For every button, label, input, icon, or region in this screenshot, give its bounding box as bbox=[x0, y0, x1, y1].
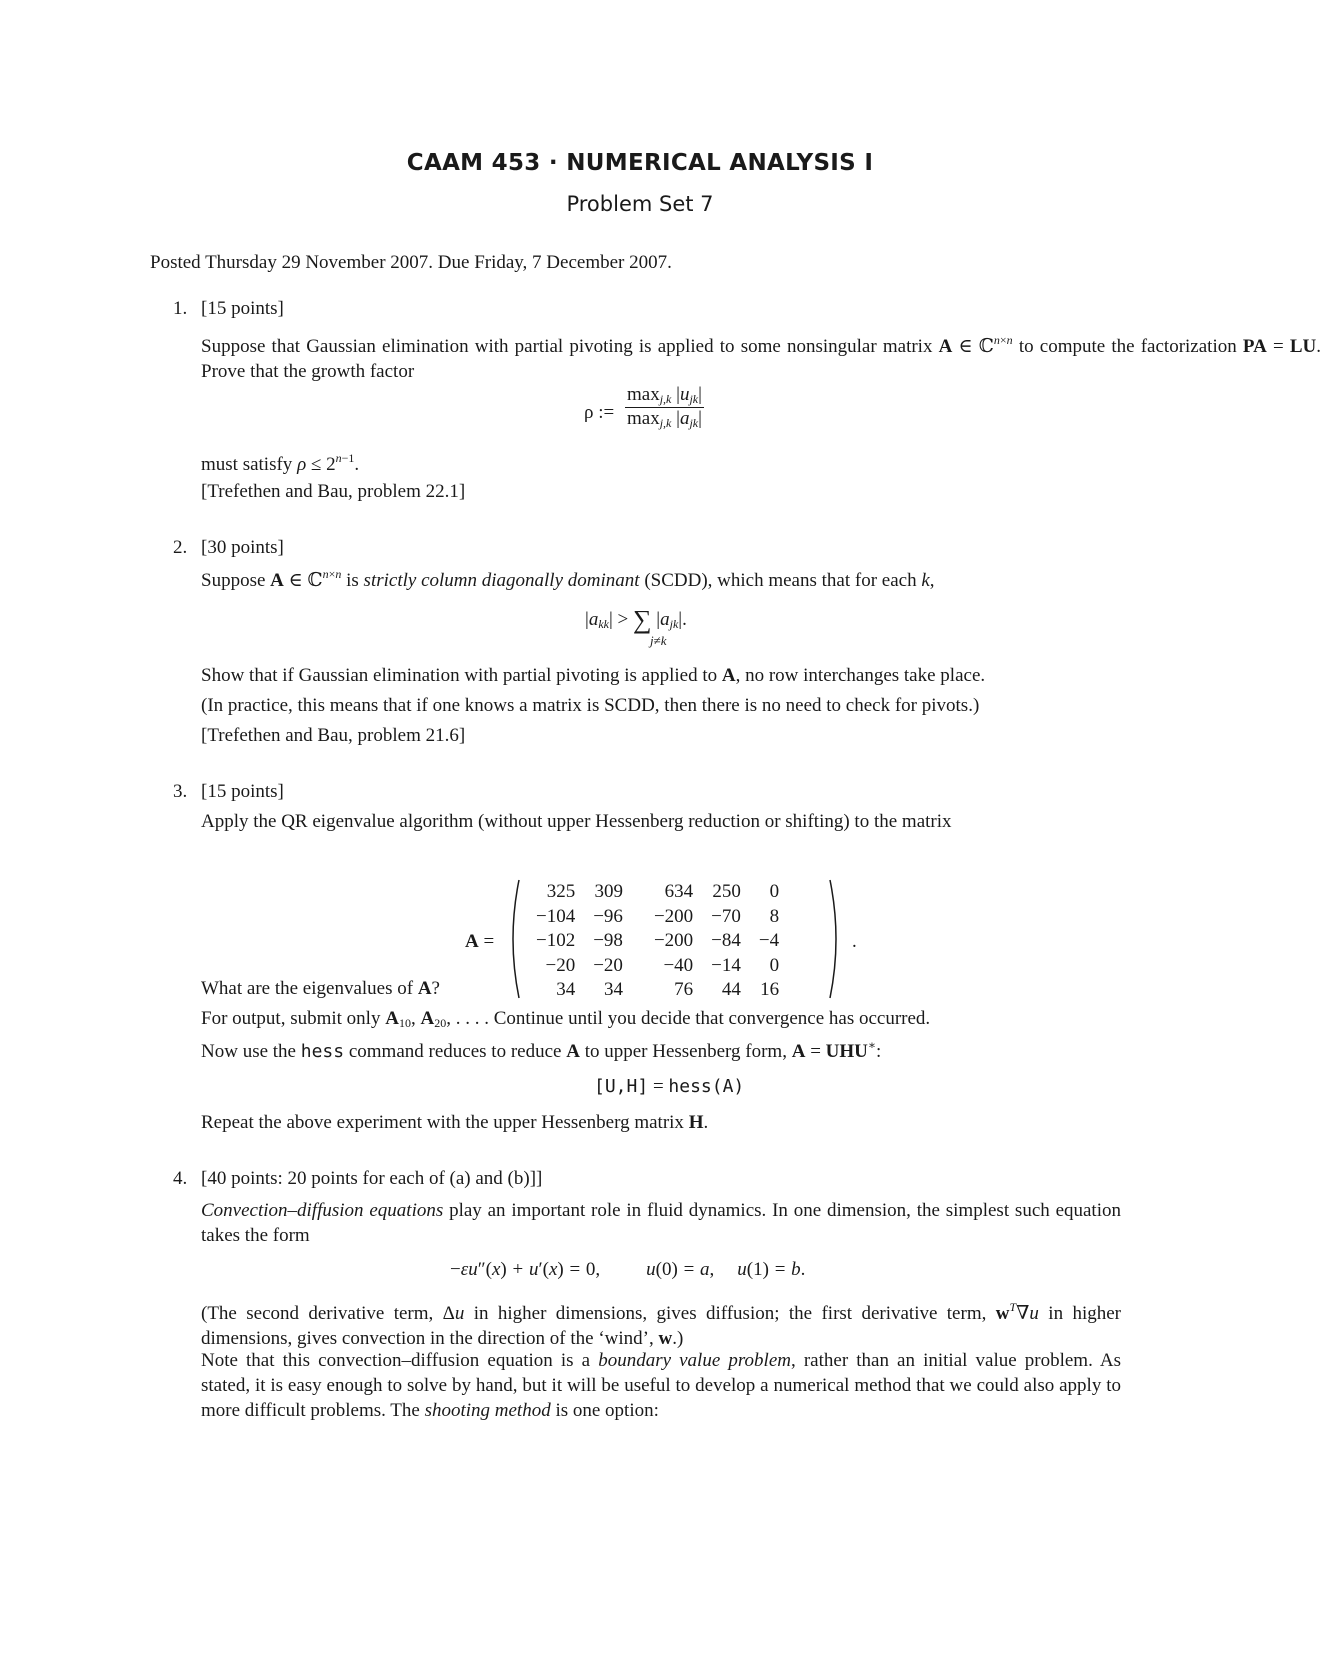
problem-2-points: [30 points] bbox=[201, 537, 284, 558]
page-title: CAAM 453 · NUMERICAL ANALYSIS I bbox=[406, 150, 874, 176]
matrix-row bbox=[527, 929, 788, 954]
problem-3-question: What are the eigenvalues of A? bbox=[201, 978, 440, 999]
matrix-cell: 34 bbox=[603, 979, 623, 1000]
matrix-cell: −20 bbox=[545, 954, 576, 976]
growth-factor-lhs: ρ := bbox=[584, 402, 615, 423]
problem-1-points: [15 points] bbox=[201, 298, 284, 319]
matrix-cell: 16 bbox=[760, 979, 780, 1000]
problem-1-statement: Suppose that Gaussian elimination with partial pivoting is applied to some nonsingular matrix A ∈ ℂ$^{n\times n}$ to compute the factorization PA = LU. Prove that the growth factor bbox=[201, 333, 1321, 382]
problem-1-condition: must satisfy $\rho \le 2^{n-1}$. bbox=[201, 451, 360, 475]
problem-2-para2: (In practice, this means that if one knows a matrix is SCDD, then there is no need to check for pivots.) bbox=[201, 695, 980, 716]
problem-2-number: 2. bbox=[173, 537, 188, 558]
matrix-cell: −98 bbox=[593, 930, 623, 951]
problem-1-number: 1. bbox=[173, 298, 188, 319]
problem-4-para2: (The second derivative term, Δu in higher dimensions, gives diffusion; the first derivative term, $w^T\nabla u$ in higher dimensions, gives convection in the direction of the ‘wind’, w.) bbox=[201, 1300, 1121, 1349]
matrix-cell: −14 bbox=[711, 954, 741, 976]
matrix-cell: 34 bbox=[556, 979, 576, 1000]
problem-2-statement: Suppose A ∈ ℂ$^{n\times n}$ is strictly column diagonally dominant (SCDD), which means that for each k, bbox=[201, 567, 935, 591]
matrix-cell: −200 bbox=[653, 930, 694, 951]
matrix-cell: −70 bbox=[711, 905, 741, 927]
matrix-cell: 250 bbox=[712, 881, 741, 902]
matrix-row bbox=[527, 880, 788, 905]
problem-3-statement: Apply the QR eigenvalue algorithm (without upper Hessenberg reduction or shifting) to the matrix bbox=[201, 811, 952, 832]
problem-4-para3: Note that this convection–diffusion equation is a boundary value problem, rather than an initial value problem. As stated, it is easy enough to solve by hand, but it will be useful to develop a numerical method that we could also apply to more difficult problems. The shooting method is one option: bbox=[201, 1350, 1121, 1421]
problem-3-hess: Now use the hess command reduces to reduce A to upper Hessenberg form, A = UHU∗: bbox=[201, 1038, 882, 1062]
matrix-cell: 44 bbox=[721, 979, 741, 1000]
matrix-cell: −4 bbox=[758, 930, 780, 951]
matrix-cell: 325 bbox=[546, 881, 576, 902]
matrix-period: . bbox=[852, 931, 857, 952]
problem-2-reference: [Trefethen and Bau, problem 21.6] bbox=[201, 725, 466, 746]
matrix-cell: −40 bbox=[663, 954, 694, 976]
matrix-cell: 8 bbox=[769, 905, 780, 927]
scdd-inequality: $|a_{kk}|$ > ∑ $|a_{jk}|$. bbox=[585, 605, 687, 634]
matrix-cell: −20 bbox=[593, 954, 623, 976]
hess-code: [U,H] = hess(A) bbox=[594, 1076, 745, 1097]
matrix-cell: −96 bbox=[593, 905, 623, 927]
matrix-table bbox=[527, 880, 788, 1003]
matrix-cell: 76 bbox=[674, 979, 694, 1000]
left-paren-icon bbox=[505, 878, 523, 1000]
growth-factor-fraction: $\max_{j,k} |u_{jk}|$ $\max_{j,k} |a_{jk}|$ bbox=[627, 384, 702, 430]
matrix-row bbox=[527, 905, 788, 930]
matrix-cell: 309 bbox=[594, 881, 623, 902]
matrix-row bbox=[527, 978, 788, 1003]
sum-index: j≠k bbox=[650, 633, 667, 648]
problem-4-points: [40 points: 20 points for each of (a) and (b)]] bbox=[201, 1168, 543, 1189]
posted-line: Posted Thursday 29 November 2007. Due Friday, 7 December 2007. bbox=[150, 252, 672, 273]
problem-4-statement: Convection–diffusion equations play an important role in fluid dynamics. In one dimension, the simplest such equation takes the form bbox=[201, 1200, 1121, 1246]
matrix-cell: −84 bbox=[711, 930, 741, 951]
matrix-row bbox=[527, 954, 788, 979]
problem-4-number: 4. bbox=[173, 1168, 188, 1189]
problem-3-number: 3. bbox=[173, 781, 188, 802]
convection-diffusion-equation: −εu″(x) + u′(x) = 0, u(0) = a, u(1) = b. bbox=[450, 1259, 806, 1280]
matrix-cell: 0 bbox=[769, 954, 780, 976]
problem-2-para1: Show that if Gaussian elimination with partial pivoting is applied to A, no row interchanges take place. bbox=[201, 665, 986, 686]
matrix-cell: −200 bbox=[653, 905, 694, 927]
matrix-cell: 0 bbox=[769, 881, 780, 902]
matrix-cell: 634 bbox=[664, 881, 694, 902]
matrix-cell: −102 bbox=[536, 930, 576, 951]
page-subtitle: Problem Set 7 bbox=[566, 192, 714, 216]
problem-3-repeat: Repeat the above experiment with the upper Hessenberg matrix H. bbox=[201, 1112, 709, 1133]
right-paren-icon bbox=[826, 878, 844, 1000]
problem-1-reference: [Trefethen and Bau, problem 22.1] bbox=[201, 481, 466, 502]
problem-3-output: For output, submit only $A_{10}$, $A_{20}$, . . . . Continue until you decide that convergence has occurred. bbox=[201, 1008, 931, 1030]
problem-3-points: [15 points] bbox=[201, 781, 284, 802]
matrix-label: A = bbox=[465, 931, 495, 952]
matrix-cell: −104 bbox=[536, 905, 576, 927]
